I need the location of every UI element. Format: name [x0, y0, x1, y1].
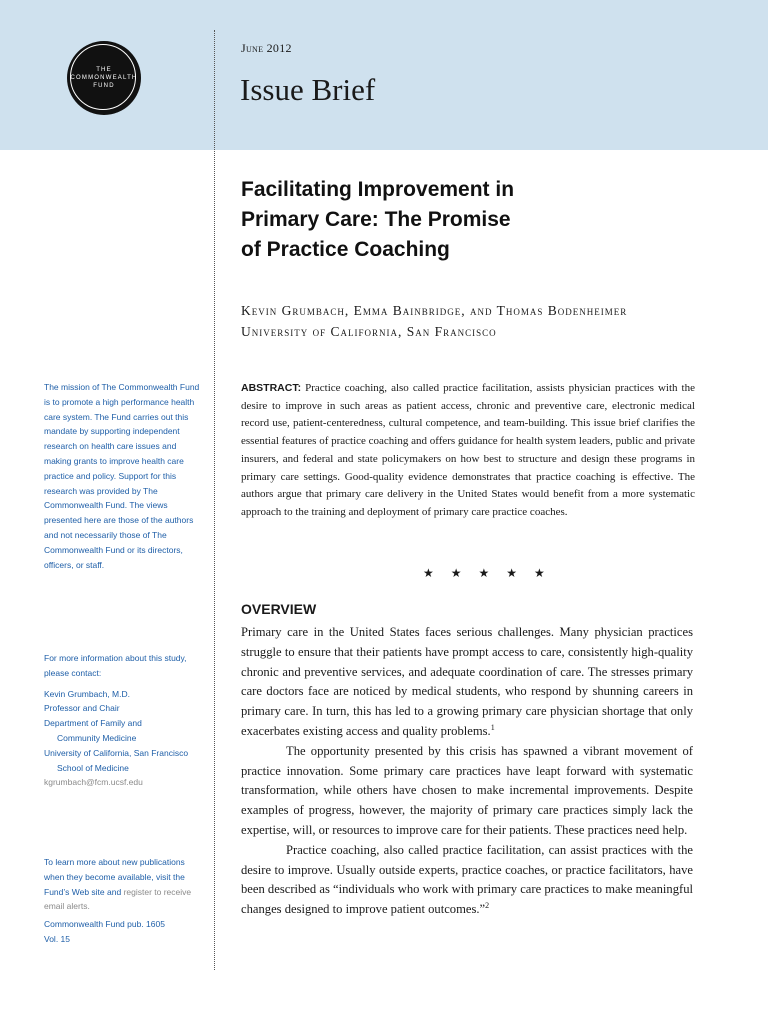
- logo-line: FUND: [93, 83, 115, 89]
- document-title: [241, 175, 661, 265]
- logo-line: COMMONWEALTH: [70, 75, 138, 81]
- learn-more-text: To learn more about new publications when they become available, visit the Fund’s Web site and: [44, 857, 185, 897]
- abstract-label: ABSTRACT:: [241, 382, 302, 394]
- contact-department-cont: Community Medicine: [57, 732, 137, 743]
- overview-heading: OVERVIEW: [241, 601, 317, 617]
- commonwealth-fund-logo[interactable]: [67, 41, 141, 115]
- column-divider: [214, 30, 215, 970]
- publication-volume: Vol. 15: [44, 933, 70, 944]
- publication-date: June 2012: [241, 41, 292, 55]
- abstract-text: Practice coaching, also called practice facilitation, assists physician practices with the desire to improve in such areas as patient access, chronic and preventive care, electronic medical record use, patient-centeredness, cultural competence, and team-building. This issue brief clarifies the essential features of practice coaching and offers guidance for health system leaders, public and private insurers, and federal and state policymakers on how best to structure and design these programs in primary care settings. Good-quality evidence demonstrates that practice coaching is effective. The authors argue that primary care delivery in the United States would benefit from a more systematic approach to the training and deployment of primary care practice coaches.: [241, 382, 695, 518]
- publication-number: Commonwealth Fund pub. 1605: [44, 919, 165, 929]
- logo-ring: [70, 44, 136, 110]
- sidebar-mission: The mission of The Commonwealth Fund is to promote a high performance health care system. The Fund carries out this mandate by supporting independent research on health care issues and making grants to improve health care practice and policy. Support for this research was provided by The Commonwealth Fund. The views presented here are those of the authors and not necessarily those of The Commonwealth Fund or its directors, officers, or staff.: [44, 382, 200, 570]
- paragraph-text: Practice coaching, also called practice facilitation, can assist practices with the desire to improve. Usually outside experts, practice coaches, or practice facilitators, have been described as “individuals who work with primary care practices to make meaningful changes designed to improve patient outcomes.”: [241, 842, 693, 917]
- series-title: Issue Brief: [240, 72, 376, 107]
- contact-intro: For more information about this study, please contact:: [44, 653, 187, 678]
- paragraph: The opportunity presented by this crisis has spawned a vibrant movement of practice innovation. Some primary care practices have leapt forward with systematic transformation, while others have chosen to make incremental improvements. Despite examples of progress, however, the majority of primary care practices simply lack the expertise, will, or resources to improve care for their patients. These practices need help.: [241, 743, 693, 837]
- paragraph: [241, 623, 693, 742]
- register-link[interactable]: register to receive email alerts.: [44, 886, 192, 912]
- author-names: Kevin Grumbach, Emma Bainbridge, and Thomas Bodenheimer: [241, 303, 628, 318]
- contact-department: Department of Family and: [44, 718, 142, 729]
- paragraph: [241, 841, 693, 920]
- overview-body: [241, 623, 693, 920]
- paragraph-text: Primary care in the United States faces serious challenges. Many physician practices struggle to ensure that their patients have prompt access to care, consistently high-quality chronic and preventive services, and adequate coordination of care. The stresses primary care doctors face are noticed by medical students, who respond by shunning careers in primary care. In turn, this has led to a growing primary care physician shortage that only exacerbates existing access and quality problems.: [241, 625, 693, 738]
- title-line: Facilitating Improvement in: [241, 178, 515, 201]
- sidebar-contact: [44, 651, 204, 790]
- footnote-ref[interactable]: 2: [485, 900, 490, 910]
- author-block: [241, 300, 741, 342]
- sidebar-publication: [44, 917, 204, 947]
- logo-line: THE: [96, 67, 112, 73]
- footnote-ref[interactable]: 1: [490, 722, 495, 732]
- section-separator: ★ ★ ★ ★ ★: [423, 566, 552, 580]
- title-line: Primary Care: The Promise: [241, 208, 511, 231]
- contact-school: School of Medicine: [57, 762, 129, 773]
- contact-title: Professor and Chair: [44, 703, 120, 714]
- abstract: [241, 380, 695, 522]
- title-line: of Practice Coaching: [241, 238, 450, 261]
- contact-name: Kevin Grumbach, M.D.: [44, 688, 130, 699]
- sidebar-learn-more: [44, 855, 204, 914]
- author-affiliation: University of California, San Francisco: [241, 324, 497, 339]
- contact-university: University of California, San Francisco: [44, 747, 189, 758]
- contact-email-link[interactable]: kgrumbach@fcm.ucsf.edu: [44, 777, 143, 788]
